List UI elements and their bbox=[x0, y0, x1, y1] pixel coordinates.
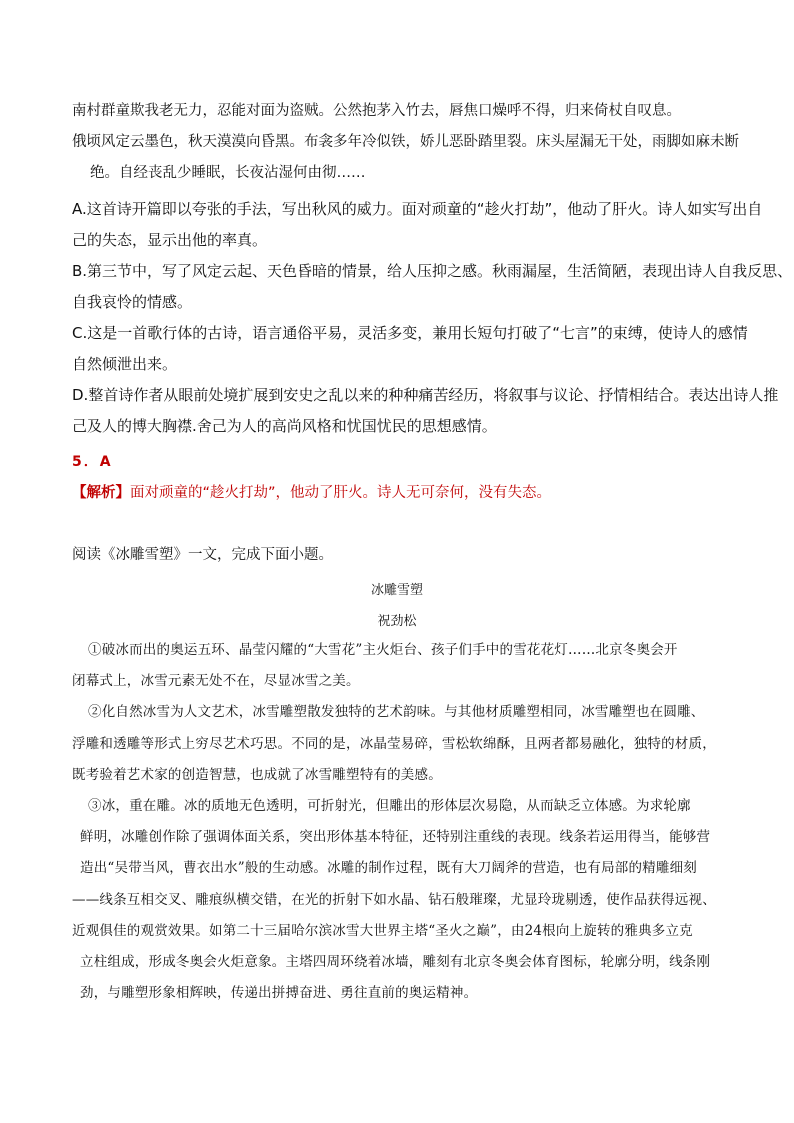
reading-instruction-block bbox=[72, 545, 724, 565]
analysis-text: 面对顽童的“趁火打劫”，他动了肝火。诗人无可奈何，没有失态。 bbox=[130, 485, 552, 501]
option-a-line: A.这首诗开篇即以夸张的手法，写出秋风的威力。面对顽童的“趁火打劫”，他动了肝火。诗人如实写出自 bbox=[72, 200, 763, 218]
poem-excerpt bbox=[72, 101, 739, 194]
analysis-tag: 【解析】 bbox=[72, 485, 130, 501]
article-title: 冰雕雪塑 bbox=[370, 583, 423, 598]
article-line: 造出“吴带当风，曹衣出水”般的生动感。冰雕的制作过程，既有大刀阔斧的营造，也有局部的精雕细刻 bbox=[80, 860, 698, 877]
answer-options bbox=[72, 199, 793, 447]
article-line: 立柱组成，形成冬奥会火炬意象。主塔四周环绕着冰墙，雕刻有北京冬奥会体育图标，轮廓分明，线条刚 bbox=[80, 953, 711, 970]
article-line: 近观俱佳的观赏效果。如第二十三届哈尔滨冰雪大世界主塔“圣火之巅”，由24根向上旋转的雅典多立克 bbox=[72, 922, 693, 939]
answer-section bbox=[72, 451, 724, 502]
article-line: 既考验着艺术家的创造智慧，也成就了冰雪雕塑特有的美感。 bbox=[72, 766, 442, 783]
article-line: ②化自然冰雪为人文艺术，冰雪雕塑散发独特的艺术韵味。与其他材质雕塑相同，冰雪雕塑也在圆雕、 bbox=[88, 704, 705, 721]
article-line: ——线条互相交叉、雕痕纵横交错，在光的折射下如水晶、钻石般璀璨，尤显玲珑剔透，使作品获得远视、 bbox=[72, 891, 716, 908]
article-line: ③冰，重在雕。冰的质地无色透明，可折射光，但雕出的形体层次易隐，从而缺乏立体感。为求轮廓 bbox=[88, 797, 691, 814]
answer-number: 5．A bbox=[72, 454, 113, 470]
option-c-line: C.这是一首歌行体的古诗，语言通俗平易，灵活多变，兼用长短句打破了“七言”的束缚，使诗人的感情 bbox=[72, 324, 748, 342]
article-line: 劲，与雕塑形象相辉映，传递出拼搏奋进、勇往直前的奥运精神。 bbox=[80, 985, 478, 1002]
poem-line: 南村群童欺我老无力，忍能对面为盗贼。公然抱茅入竹去，唇焦口燥呼不得，归来倚杖自叹息。 bbox=[72, 103, 681, 119]
option-d-line: D.整首诗作者从眼前处境扩展到安史之乱以来的种种痛苦经历，将叙事与议论、抒情相结合。表达出诗人推 bbox=[72, 386, 779, 404]
reading-instruction: 阅读《冰雕雪塑》一文，完成下面小题。 bbox=[72, 547, 333, 563]
option-b-line: 自我哀怜的情感。 bbox=[72, 293, 193, 311]
option-b-line: B.第三节中，写了风定云起、天色昏暗的情景，给人压抑之感。秋雨漏屋，生活简陋，表现出诗人自我反思、 bbox=[72, 262, 793, 280]
article-line: 浮雕和透雕等形式上穷尽艺术巧思。不同的是，冰晶莹易碎，雪松软绵酥，且两者都易融化，独特的材质， bbox=[72, 735, 716, 752]
option-c-line: 自然倾泄出来。 bbox=[72, 355, 178, 373]
article-body bbox=[72, 640, 732, 1014]
article-line: ①破冰而出的奥运五环、晶莹闪耀的“大雪花”主火炬台、孩子们手中的雪花花灯……北京冬奥会开 bbox=[88, 642, 678, 658]
analysis bbox=[72, 481, 724, 502]
option-d-line: 己及人的博大胸襟.舍己为人的高尚风格和忧国忧民的思想感情。 bbox=[72, 417, 497, 435]
option-a-line: 己的失态，显示出他的率真。 bbox=[72, 231, 268, 249]
article-line: 鲜明，冰雕创作除了强调体面关系，突出形体基本特征，还特别注重线的表现。线条若运用得当，能够营 bbox=[80, 829, 711, 846]
poem-line: 俄顷风定云墨色，秋天漠漠向昏黑。布衾多年冷似铁，娇儿恶卧踏里裂。床头屋漏无干处，雨脚如麻未断 bbox=[72, 134, 739, 150]
article-author: 祝劲松 bbox=[377, 614, 417, 629]
poem-line: 绝。自经丧乱少睡眠，长夜沾湿何由彻…… bbox=[90, 165, 366, 181]
article-line: 闭幕式上，冰雪元素无处不在，尽显冰雪之美。 bbox=[72, 673, 360, 690]
